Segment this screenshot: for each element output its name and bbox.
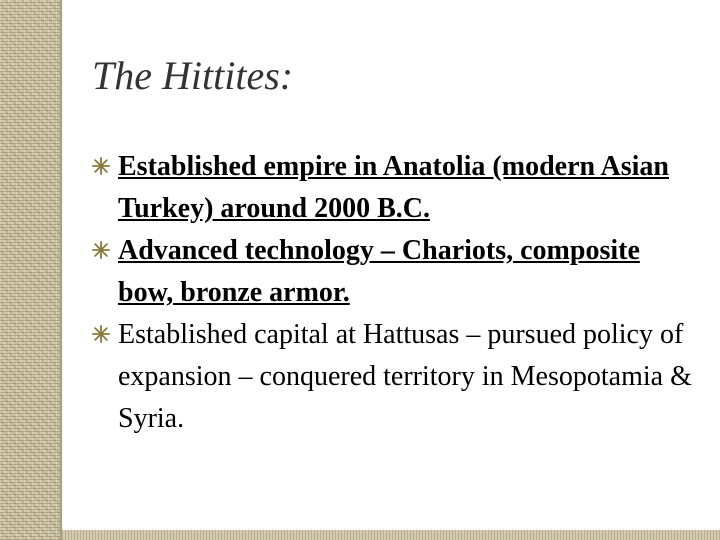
bullet-item xyxy=(92,314,702,440)
bullet-text: Established empire in Anatolia (modern Asian Turkey) around 2000 B.C. xyxy=(118,151,670,224)
slide-title: The Hittites: xyxy=(92,53,294,98)
bullet-list xyxy=(92,146,702,440)
left-texture-band xyxy=(0,0,62,540)
bullet-text: Established capital at Hattusas – pursued policy of expansion – conquered territory in Mesopotamia & Syria. xyxy=(118,319,692,434)
bullet-item xyxy=(92,230,702,314)
starburst-icon xyxy=(92,325,110,343)
starburst-icon xyxy=(92,157,110,175)
bullet-text: Advanced technology – Chariots, composite bow, bronze armor. xyxy=(118,235,640,308)
bullet-item xyxy=(92,146,702,230)
bottom-texture-band xyxy=(62,530,720,540)
starburst-icon xyxy=(92,241,110,259)
